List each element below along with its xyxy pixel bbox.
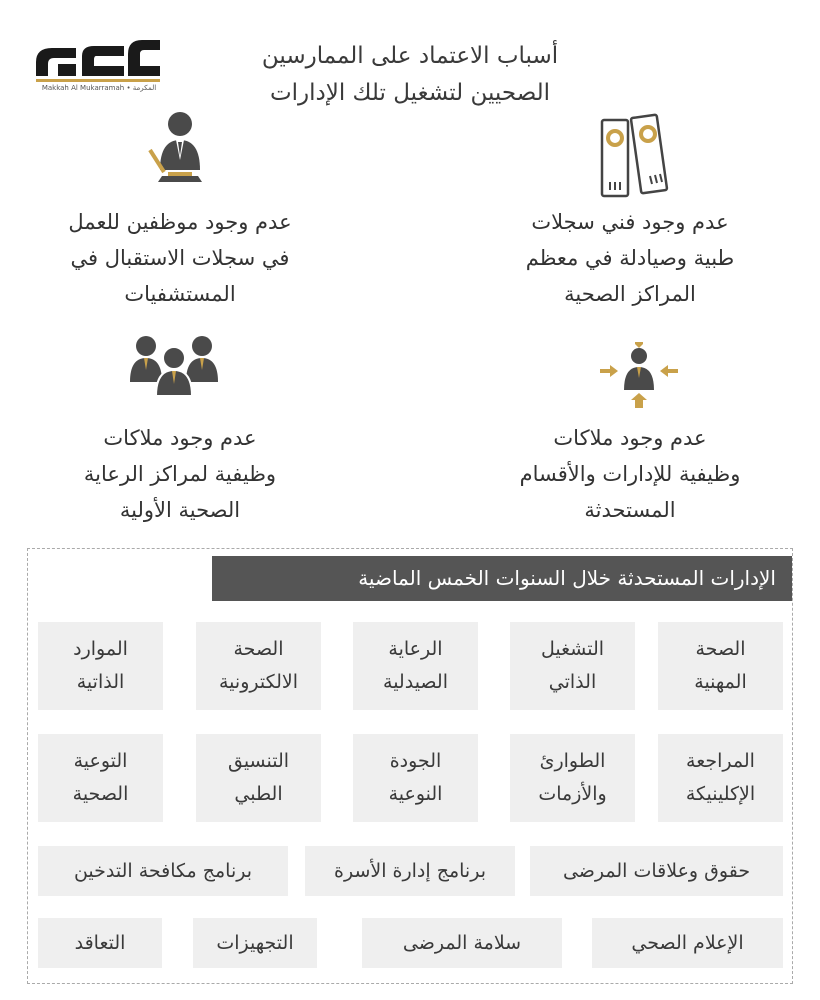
reason-line: عدم وجود فني سجلات bbox=[531, 210, 729, 234]
group-of-people-icon bbox=[126, 334, 222, 398]
reason-no-records-technicians bbox=[480, 204, 780, 312]
dept-tile bbox=[38, 734, 163, 822]
dept-tile-line: الذاتية bbox=[76, 671, 125, 693]
dept-tile-line: الرعاية bbox=[388, 638, 443, 660]
reason-line: طبية وصيادلة في معظم bbox=[525, 246, 735, 270]
reason-no-reception-staff bbox=[20, 204, 340, 312]
reason-line: وظيفية لمراكز الرعاية bbox=[83, 462, 277, 486]
employee-with-pen-icon bbox=[146, 110, 208, 190]
dept-tile bbox=[196, 622, 321, 710]
dept-tile-line: الطوارئ bbox=[539, 750, 606, 772]
dept-tile bbox=[353, 622, 478, 710]
dept-tile: الإعلام الصحي bbox=[592, 918, 783, 968]
dept-tile-line: الصحة bbox=[233, 638, 284, 660]
dept-tile-line: الصيدلية bbox=[383, 671, 448, 693]
reason-no-new-dept-staffing bbox=[480, 420, 780, 528]
dept-tile bbox=[38, 622, 163, 710]
reason-no-phc-staffing bbox=[20, 420, 340, 528]
main-title bbox=[215, 38, 605, 112]
dept-tile: سلامة المرضى bbox=[362, 918, 562, 968]
dept-tile bbox=[196, 734, 321, 822]
logo-subtitle: Makkah Al Mukarramah • المكرمة bbox=[41, 84, 157, 92]
dept-tile-line: الموارد bbox=[73, 638, 128, 660]
reason-line: عدم وجود موظفين للعمل bbox=[68, 210, 292, 234]
filing-binders-icon bbox=[598, 112, 676, 198]
dept-tile bbox=[510, 734, 635, 822]
reason-line: في سجلات الاستقبال في bbox=[70, 246, 290, 270]
dept-tile bbox=[353, 734, 478, 822]
reason-line: المستحدثة bbox=[584, 498, 676, 522]
main-title-line1: أسباب الاعتماد على الممارسين bbox=[261, 43, 559, 69]
dept-tile-line: الجودة bbox=[389, 750, 442, 772]
dept-tile: برنامج مكافحة التدخين bbox=[38, 846, 288, 896]
reason-line: المراكز الصحية bbox=[564, 282, 696, 306]
dept-tile-line: الصحة bbox=[695, 638, 746, 660]
dept-tile-line: النوعية bbox=[388, 783, 443, 805]
dept-tile-line: التنسيق bbox=[227, 750, 290, 772]
dept-tile-line: المهنية bbox=[694, 671, 747, 693]
dept-tile-line: الإكلينيكة bbox=[685, 783, 756, 805]
dept-tile-line: الطبي bbox=[234, 783, 283, 805]
dept-tile: التعاقد bbox=[38, 918, 162, 968]
dept-tile bbox=[658, 622, 783, 710]
dept-tile: حقوق وعلاقات المرضى bbox=[530, 846, 783, 896]
dept-tile-line: الذاتي bbox=[548, 671, 597, 693]
dept-tile-line: المراجعة bbox=[686, 750, 755, 772]
dept-tile bbox=[658, 734, 783, 822]
reason-line: الصحية الأولية bbox=[119, 498, 241, 522]
dept-tile-line: الالكترونية bbox=[219, 671, 298, 693]
dept-tile: برنامج إدارة الأسرة bbox=[305, 846, 515, 896]
dept-tile: التجهيزات bbox=[193, 918, 317, 968]
dept-tile-line: التشغيل bbox=[540, 638, 605, 660]
main-title-line2: الصحيين لتشغيل تلك الإدارات bbox=[269, 80, 551, 106]
reason-line: وظيفية للإدارات والأقسام bbox=[519, 462, 741, 486]
dept-tile bbox=[510, 622, 635, 710]
reason-line: المستشفيات bbox=[124, 282, 236, 306]
dept-tile-line: الصحية bbox=[72, 783, 129, 805]
person-with-arrows-icon bbox=[598, 342, 680, 410]
dept-tile-line: التوعية bbox=[73, 750, 128, 772]
reason-line: عدم وجود ملاكات bbox=[103, 426, 257, 450]
departments-title: الإدارات المستحدثة خلال السنوات الخمس الماضية bbox=[212, 556, 792, 601]
reason-line: عدم وجود ملاكات bbox=[553, 426, 707, 450]
dept-tile-line: والأزمات bbox=[538, 783, 607, 805]
